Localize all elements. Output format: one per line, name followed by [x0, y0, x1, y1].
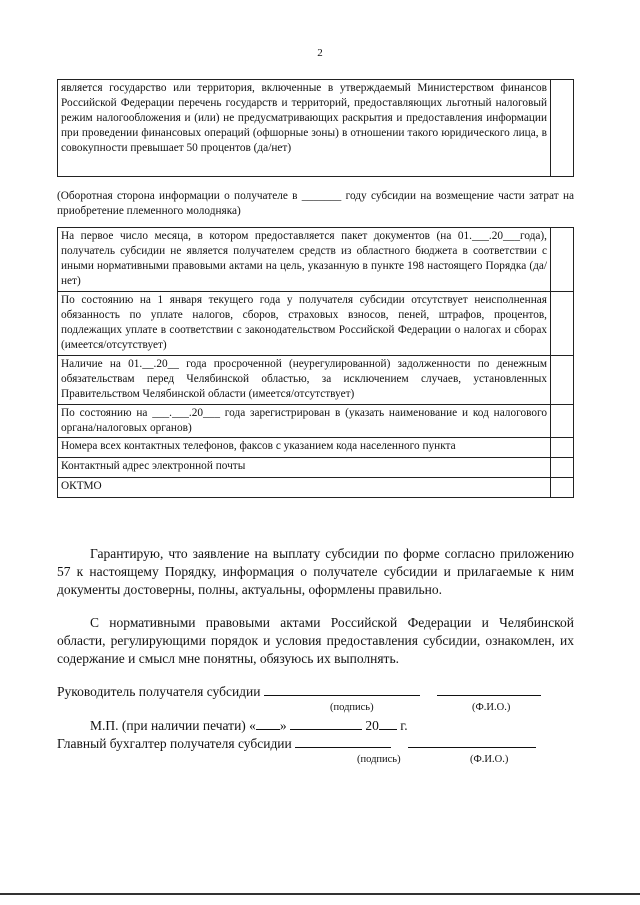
note-year-blank[interactable]: _______ [301, 190, 342, 202]
signature-caption: (подпись) [357, 754, 401, 765]
table-row [58, 228, 574, 292]
table-cell-question: По состоянию на 1 января текущего года у получателя субсидии отсутствует неисполненная обязанность по уплате налогов, сборов, страховых взносов, пеней, штрафов, процентов, подлежащих уплате в соответствии с законодательством Российской Федерации о налогах и сборах (имеется/отсутствует) [58, 292, 551, 356]
date-close-quote: » [279, 718, 287, 733]
table-cell-question: Номера всех контактных телефонов, факсов с указанием кода населенного пункта [58, 438, 551, 458]
signature-caption: (подпись) [330, 702, 374, 713]
head-signature-line [57, 684, 541, 700]
table-cell-question: По состоянию на ___.___.20___ года зарегистрирован в (указать наименование и код налогового органа/налоговых органов) [58, 405, 551, 438]
acknowledgement-paragraph: С нормативными правовыми актами Российской Федерации и Челябинской области, регулирующими порядок и условия предоставления субсидии, ознакомлен, их содержание и смысл мне понятны, обязуюсь их выполнять. [57, 615, 574, 666]
accountant-signature-line [57, 736, 536, 752]
note-suffix: году субсидии на возмещение части затрат на приобретение племенного молодняка) [57, 190, 575, 217]
table-row [58, 292, 574, 356]
table-cell-question: ОКТМО [58, 478, 551, 498]
accountant-label: Главный бухгалтер получателя субсидии [57, 736, 292, 751]
stamp-label: М.П. (при наличии печати) [90, 718, 246, 733]
guarantee-paragraph: Гарантирую, что заявление на выплату субсидии по форме согласно приложению 57 к настоящему Порядку, информация о получателе субсидии и прилагаемые к ним документы достоверны, полны, актуальны, оформлены правильно. [57, 546, 574, 597]
head-name-field[interactable] [437, 695, 541, 696]
date-day-field[interactable] [256, 729, 280, 730]
table-cell-answer[interactable] [551, 228, 574, 292]
date-open-quote: « [249, 718, 256, 733]
page-number: 2 [317, 47, 323, 59]
table-cell-answer[interactable] [551, 405, 574, 438]
table-cell-answer[interactable] [551, 356, 574, 405]
table-cell-question: Контактный адрес электронной почты [58, 458, 551, 478]
table-cell-answer[interactable] [551, 458, 574, 478]
table-cell-answer[interactable] [551, 478, 574, 498]
table-row [58, 356, 574, 405]
date-year-field[interactable] [379, 729, 397, 730]
note-prefix: (Оборотная сторона информации о получателе в [57, 190, 298, 202]
name-caption: (Ф.И.О.) [472, 702, 511, 713]
year-suffix: г. [400, 718, 408, 733]
accountant-name-field[interactable] [408, 747, 536, 748]
table-cell-question: является государство или территория, включенные в утверждаемый Министерством финансов Российской Федерации перечень государств и территорий, предоставляющих льготный налоговый режим налогообложения и (или) не предусматривающих раскрытия и предоставления информации при проведении финансовых операций (офшорные зоны) в отношении такого юридического лица, в совокупности превышает 50 процентов (да/нет) [58, 80, 551, 177]
table-row [58, 438, 574, 458]
table-row [58, 458, 574, 478]
page-bottom-rule [0, 893, 640, 895]
table-row [58, 80, 574, 177]
table-cell-question: Наличие на 01.__.20__ года просроченной (неурегулированной) задолженности по денежным обязательствам перед Челябинской областью, за исключением случаев, установленных Правительством Челябинской области (имеется/отсутствует) [58, 356, 551, 405]
info-table-main [57, 227, 574, 498]
table-cell-answer[interactable] [551, 438, 574, 458]
table-cell-answer[interactable] [551, 292, 574, 356]
reverse-side-note [57, 189, 574, 219]
table-row [58, 478, 574, 498]
head-signature-field[interactable] [264, 695, 420, 696]
table-cell-answer[interactable] [551, 80, 574, 177]
accountant-signature-field[interactable] [295, 747, 391, 748]
info-table-top [57, 79, 574, 177]
date-month-field[interactable] [290, 729, 362, 730]
table-row [58, 405, 574, 438]
stamp-date-line [90, 718, 408, 734]
table-cell-question: На первое число месяца, в котором предоставляется пакет документов (на 01.___.20___года), получатель субсидии не является получателем средств из областного бюджета в соответствии с иными нормативными правовыми актами на цель, указанную в пункте 198 настоящего Порядка (да/нет) [58, 228, 551, 292]
name-caption: (Ф.И.О.) [470, 754, 509, 765]
head-label: Руководитель получателя субсидии [57, 684, 261, 699]
year-prefix: 20 [365, 718, 379, 733]
